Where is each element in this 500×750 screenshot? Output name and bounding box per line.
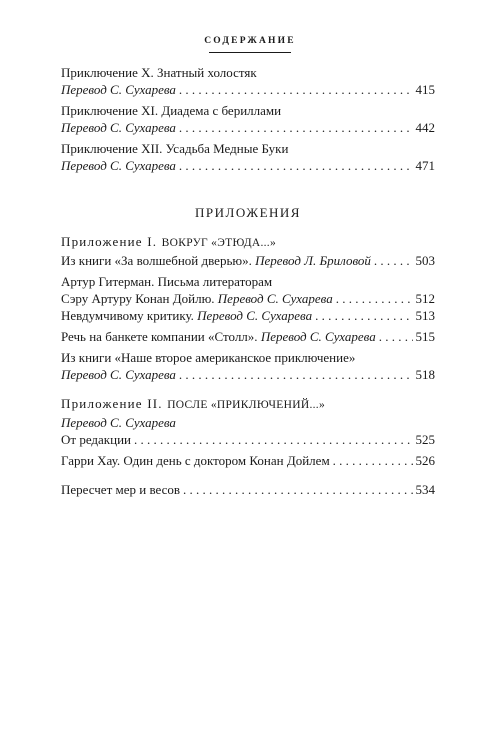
toc-entry-letter-to-doyle[interactable] <box>61 290 435 307</box>
toc-entry-guiterman-heading <box>61 273 435 290</box>
entry-translator: Перевод Л. Бриловой <box>255 253 371 268</box>
page-number: 525 <box>415 432 435 447</box>
leader-dots <box>134 431 413 448</box>
leader-dots <box>179 366 413 383</box>
leader-dots <box>315 307 412 324</box>
toc-entry-adventure-10-translator <box>61 81 435 98</box>
toc-entry-measures[interactable] <box>61 481 435 498</box>
entry-title: Приключение X. Знатный холостяк <box>61 65 257 80</box>
page-number: 471 <box>415 158 435 173</box>
appendix-1-prefix: Приложение I. <box>61 234 162 249</box>
leader-dots <box>336 290 413 307</box>
leader-dots <box>179 81 413 98</box>
appendix-2-translator <box>61 414 435 431</box>
entry-title: От редакции <box>61 432 131 447</box>
page-number: 503 <box>415 253 435 268</box>
leader-dots <box>179 157 413 174</box>
toc-entry-american-adventure-translator <box>61 366 435 383</box>
page-number: 518 <box>415 367 435 382</box>
entry-translator: Перевод С. Сухарева <box>61 82 176 97</box>
toc-entry-editorial[interactable] <box>61 431 435 448</box>
appendix-1-name: ВОКРУГ «ЭТЮДА...» <box>161 237 277 249</box>
toc-entry-adventure-12[interactable] <box>61 140 435 157</box>
toc-content <box>61 64 435 498</box>
page-number: 512 <box>415 291 435 306</box>
entry-translator: Перевод С. Сухарева <box>61 158 176 173</box>
toc-entry-adventure-10[interactable] <box>61 64 435 81</box>
toc-entry-american-adventure[interactable] <box>61 349 435 366</box>
entry-title: Приключение XII. Усадьба Медные Буки <box>61 141 289 156</box>
leader-dots <box>179 119 413 136</box>
entry-translator: Перевод С. Сухарева <box>61 367 176 382</box>
toc-entry-stoll-speech[interactable] <box>61 328 435 345</box>
entry-title: Гарри Хау. Один день с доктором Конан Дойлем <box>61 453 330 468</box>
running-header: СОДЕРЖАНИЕ <box>204 36 296 46</box>
entry-translator: Перевод С. Сухарева <box>61 415 176 430</box>
appendix-1-heading[interactable] <box>61 233 435 252</box>
appendix-2-prefix: Приложение II. <box>61 396 168 411</box>
leader-dots <box>374 252 413 269</box>
entry-translator: Перевод С. Сухарева <box>260 329 376 344</box>
leader-dots <box>379 328 413 345</box>
header-rule <box>209 52 291 53</box>
toc-entry-how-day[interactable] <box>61 452 435 469</box>
entry-translator: Перевод С. Сухарева <box>197 308 313 323</box>
entry-title: Из книги «Наше второе американское приключение» <box>61 350 356 365</box>
page-number: 534 <box>415 482 435 497</box>
toc-entry-magic-door[interactable] <box>61 252 435 269</box>
entry-title: Невдумчивому критику. <box>61 308 198 323</box>
entry-title: Приключение XI. Диадема с бериллами <box>61 103 282 118</box>
entry-title: Из книги «За волшебной дверью». <box>61 253 256 268</box>
toc-entry-critic[interactable] <box>61 307 435 324</box>
page-number: 513 <box>415 308 435 323</box>
appendices-title: ПРИЛОЖЕНИЯ <box>195 205 301 220</box>
appendix-2-heading[interactable] <box>61 395 435 414</box>
toc-entry-adventure-11-translator <box>61 119 435 136</box>
page-number: 415 <box>415 82 435 97</box>
page-number: 526 <box>415 453 435 468</box>
entry-translator: Перевод С. Сухарева <box>61 120 176 135</box>
toc-entry-adventure-12-translator <box>61 157 435 174</box>
entry-title: Речь на банкете компании «Столл». <box>61 329 261 344</box>
page-number: 442 <box>415 120 435 135</box>
entry-translator: Перевод С. Сухарева <box>217 291 333 306</box>
leader-dots <box>183 481 412 498</box>
page-number: 515 <box>415 329 435 344</box>
appendix-2-name: ПОСЛЕ «ПРИКЛЮЧЕНИЙ...» <box>167 399 326 411</box>
entry-title: Сэру Артуру Конан Дойлю. <box>61 291 218 306</box>
entry-title: Артур Гитерман. Письма литераторам <box>61 274 273 289</box>
leader-dots <box>333 452 413 469</box>
toc-entry-adventure-11[interactable] <box>61 102 435 119</box>
entry-title: Пересчет мер и весов <box>61 482 181 497</box>
